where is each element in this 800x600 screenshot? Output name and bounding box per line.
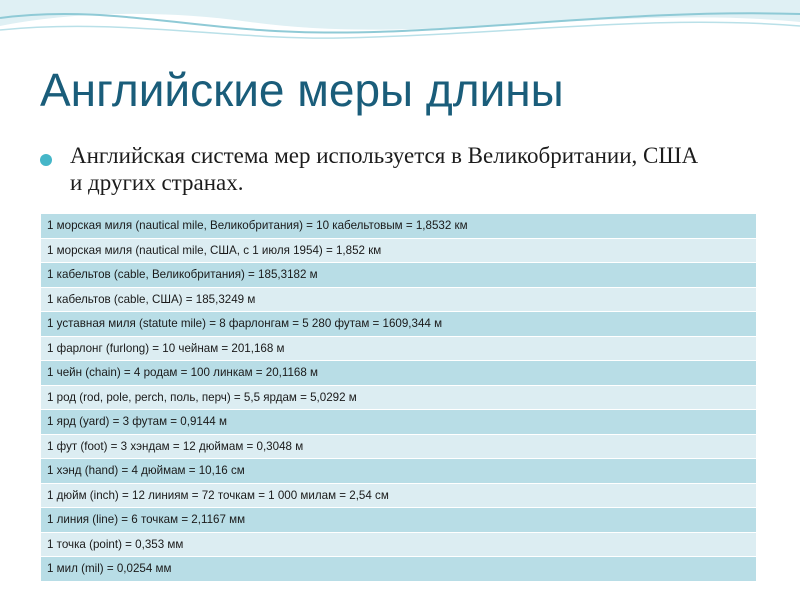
table-cell: 1 хэнд (hand) = 4 дюймам = 10,16 см xyxy=(41,459,757,484)
table-cell: 1 мил (mil) = 0,0254 мм xyxy=(41,557,757,582)
table-cell: 1 род (rod, pole, perch, поль, перч) = 5,5 ярдам = 5,0292 м xyxy=(41,385,757,410)
subtitle-text: Английская система мер используется в Великобритании, США и других странах. xyxy=(70,143,699,195)
table-cell: 1 кабельтов (cable, США) = 185,3249 м xyxy=(41,287,757,312)
measures-table xyxy=(40,213,757,582)
table-cell: 1 линия (line) = 6 точкам = 2,1167 мм xyxy=(41,508,757,533)
table-row xyxy=(41,287,757,312)
table-row xyxy=(41,238,757,263)
table-cell: 1 фарлонг (furlong) = 10 чейнам = 201,168 м xyxy=(41,336,757,361)
slide-title: Английские меры длины xyxy=(40,64,564,116)
table-row xyxy=(41,361,757,386)
table-cell: 1 точка (point) = 0,353 мм xyxy=(41,532,757,557)
table-cell: 1 фут (foot) = 3 хэндам = 12 дюймам = 0,3048 м xyxy=(41,434,757,459)
table-cell: 1 морская миля (nautical mile, Великобритания) = 10 кабельтовым = 1,8532 км xyxy=(41,214,757,239)
table-row xyxy=(41,214,757,239)
table-row xyxy=(41,385,757,410)
table-cell: 1 кабельтов (cable, Великобритания) = 185,3182 м xyxy=(41,263,757,288)
table-row xyxy=(41,483,757,508)
table-row xyxy=(41,336,757,361)
header-wave-decoration xyxy=(0,0,800,70)
table-cell: 1 чейн (chain) = 4 родам = 100 линкам = 20,1168 м xyxy=(41,361,757,386)
table-row xyxy=(41,434,757,459)
bullet-icon xyxy=(40,154,52,166)
table-cell: 1 дюйм (inch) = 12 линиям = 72 точкам = 1 000 милам = 2,54 см xyxy=(41,483,757,508)
table-row xyxy=(41,312,757,337)
table-cell: 1 ярд (yard) = 3 футам = 0,9144 м xyxy=(41,410,757,435)
table-row xyxy=(41,459,757,484)
table-row xyxy=(41,508,757,533)
table-row xyxy=(41,263,757,288)
table-row xyxy=(41,410,757,435)
table-cell: 1 морская миля (nautical mile, США, с 1 июля 1954) = 1,852 км xyxy=(41,238,757,263)
table-row xyxy=(41,532,757,557)
table-cell: 1 уставная миля (statute mile) = 8 фарлонгам = 5 280 футам = 1609,344 м xyxy=(41,312,757,337)
table-row xyxy=(41,557,757,582)
